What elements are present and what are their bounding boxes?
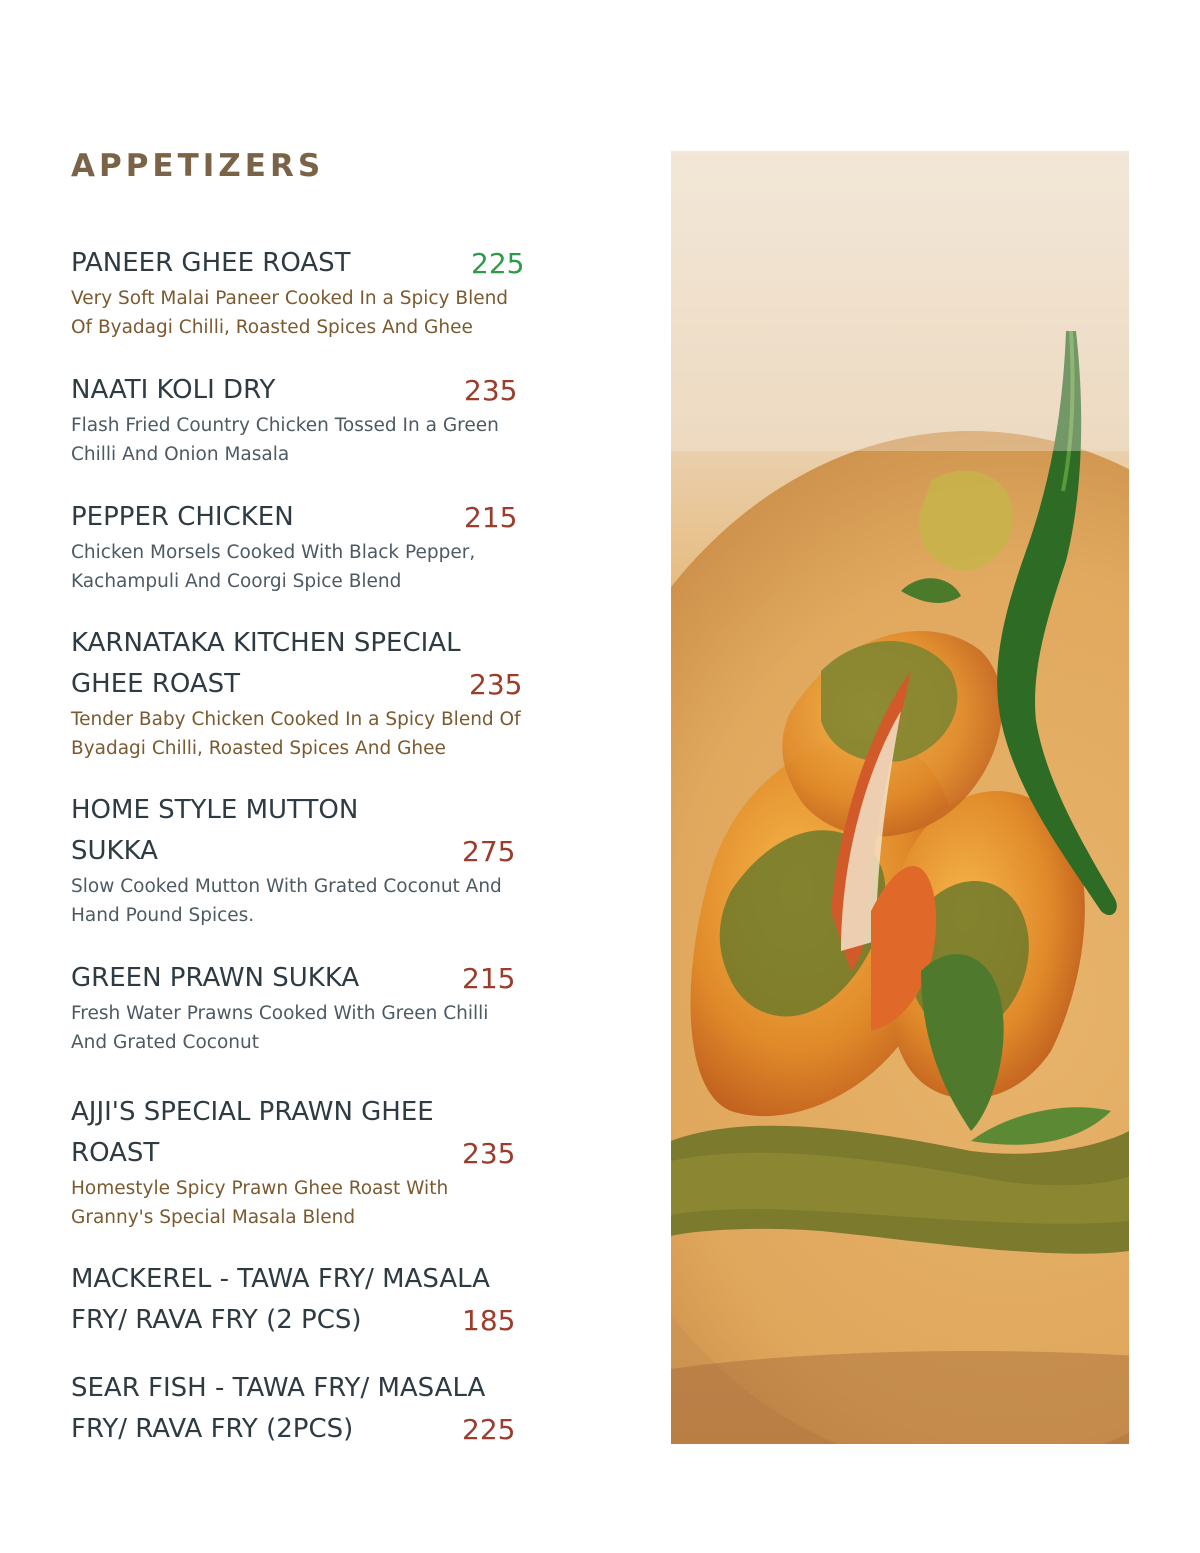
item-price: 225	[471, 247, 525, 280]
item-name-line: SUKKA 275	[71, 831, 541, 872]
item-name-line: FRY/ RAVA FRY (2 PCS) 185	[71, 1300, 541, 1341]
item-description: Byadagi Chilli, Roasted Spices And Ghee	[71, 738, 446, 759]
dish-photo	[671, 151, 1129, 1444]
item-description: And Grated Coconut	[71, 1032, 259, 1053]
item-description: Homestyle Spicy Prawn Ghee Roast With	[71, 1178, 449, 1199]
item-name	[71, 1092, 541, 1174]
item-description: Slow Cooked Mutton With Grated Coconut And	[71, 876, 502, 897]
menu-item	[71, 1368, 541, 1450]
menu-item	[71, 623, 541, 763]
item-description: Tender Baby Chicken Cooked In a Spicy Blend Of	[71, 709, 521, 730]
menu-item	[71, 370, 541, 469]
item-price: 235	[462, 1137, 516, 1170]
item-description: Hand Pound Spices.	[71, 905, 255, 926]
item-name-line: PANEER GHEE ROAST 225	[71, 243, 541, 284]
item-name-line: HOME STYLE MUTTON	[71, 795, 359, 825]
item-description: Of Byadagi Chilli, Roasted Spices And Ghee	[71, 317, 473, 338]
item-name-line: SEAR FISH - TAWA FRY/ MASALA	[71, 1373, 486, 1403]
item-description: Very Soft Malai Paneer Cooked In a Spicy Blend	[71, 288, 509, 309]
menu-item	[71, 958, 541, 1057]
item-name	[71, 370, 541, 411]
item-price: 275	[462, 835, 516, 868]
item-name-line: GREEN PRAWN SUKKA 215	[71, 958, 541, 999]
item-description: Granny's Special Masala Blend	[71, 1207, 356, 1228]
item-price: 215	[462, 962, 516, 995]
item-price: 225	[462, 1413, 516, 1446]
item-name-line: PEPPER CHICKEN 215	[71, 497, 541, 538]
item-price: 235	[464, 374, 518, 407]
item-name-line: KARNATAKA KITCHEN SPECIAL	[71, 628, 461, 658]
item-price: 185	[462, 1304, 516, 1337]
item-description: Kachampuli And Coorgi Spice Blend	[71, 571, 402, 592]
item-name-line: ROAST 235	[71, 1133, 541, 1174]
item-name-line: GHEE ROAST 235	[71, 664, 541, 705]
item-name	[71, 497, 541, 538]
item-price: 235	[469, 668, 523, 701]
item-name	[71, 1368, 541, 1450]
item-name	[71, 1259, 541, 1341]
menu-item	[71, 497, 541, 596]
item-name-line: AJJI'S SPECIAL PRAWN GHEE	[71, 1097, 434, 1127]
item-description: Chilli And Onion Masala	[71, 444, 290, 465]
item-name	[71, 790, 541, 872]
menu-item	[71, 243, 541, 342]
section-title: APPETIZERS	[71, 148, 325, 184]
item-price: 215	[464, 501, 518, 534]
item-description: Fresh Water Prawns Cooked With Green Chilli	[71, 1003, 489, 1024]
item-name-line: MACKEREL - TAWA FRY/ MASALA	[71, 1264, 490, 1294]
menu-item	[71, 1092, 541, 1232]
item-name-line: FRY/ RAVA FRY (2PCS) 225	[71, 1409, 541, 1450]
menu-item	[71, 1259, 541, 1341]
item-description: Chicken Morsels Cooked With Black Pepper,	[71, 542, 476, 563]
item-name-line: NAATI KOLI DRY 235	[71, 370, 541, 411]
item-name	[71, 958, 541, 999]
menu-item	[71, 790, 541, 930]
item-name	[71, 243, 541, 284]
item-name	[71, 623, 541, 705]
item-description: Flash Fried Country Chicken Tossed In a Green	[71, 415, 499, 436]
